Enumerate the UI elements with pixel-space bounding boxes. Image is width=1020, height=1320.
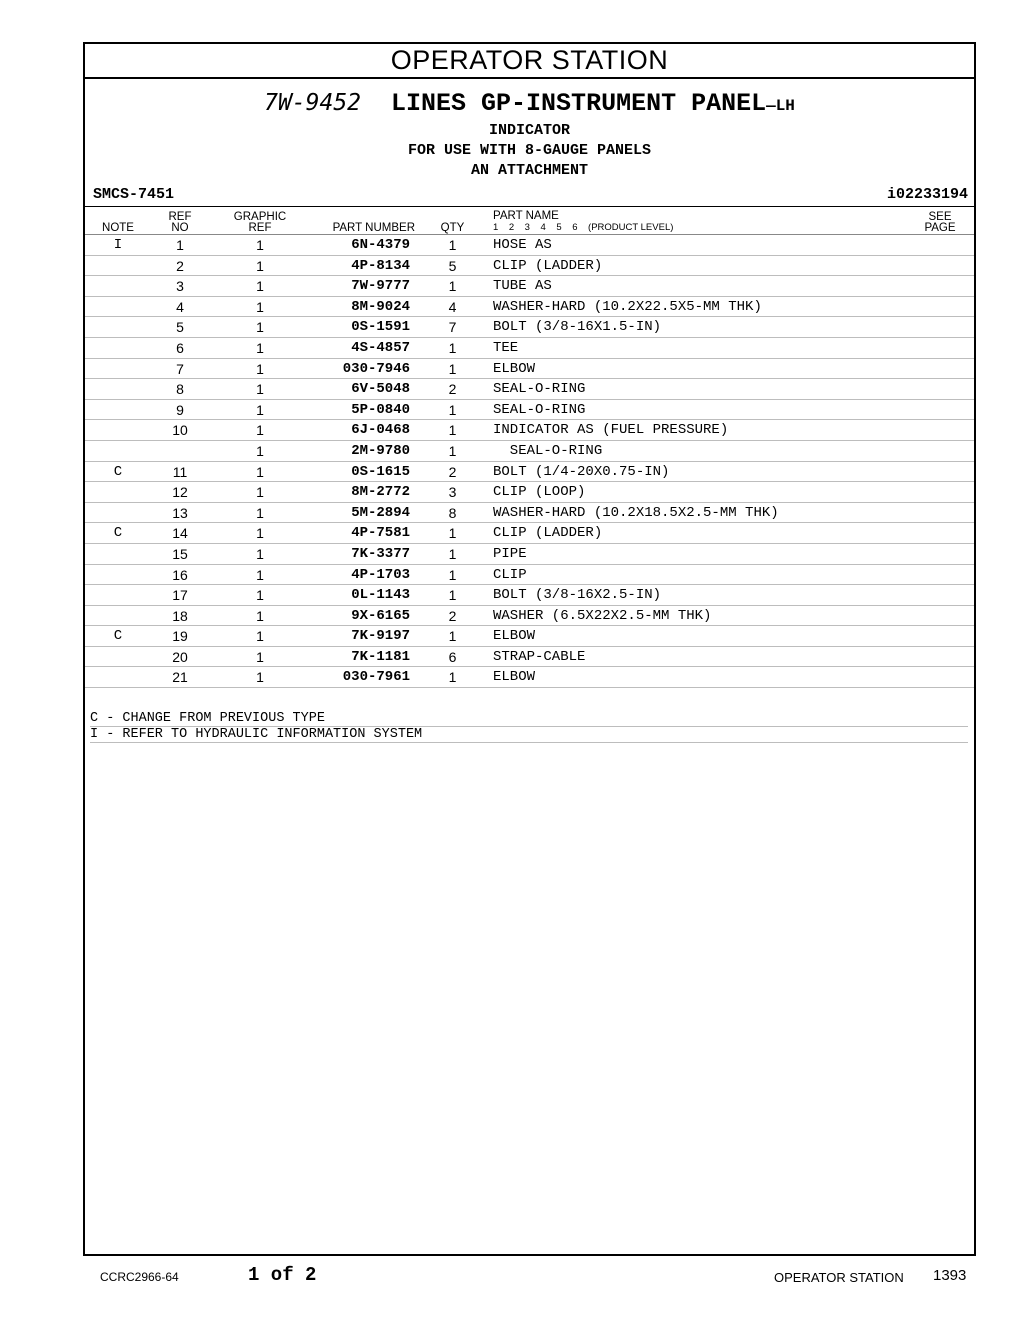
table-row [85, 565, 974, 586]
row-ref-no: 18 [172, 607, 188, 624]
row-part-number: 4P-1703 [351, 566, 410, 583]
row-qty: 1 [448, 360, 457, 377]
row-ref-no: 5 [176, 319, 184, 336]
row-qty: 1 [448, 401, 457, 418]
group-subtitle-1: INDICATOR [488, 122, 570, 139]
row-ref-no: 21 [172, 669, 188, 686]
group-subtitle-2: FOR USE WITH 8-GAUGE PANELS [407, 142, 652, 159]
col-see-page-line2: PAGE [924, 222, 956, 234]
col-qty: QTY [440, 222, 465, 234]
footer-page-of: 1 of 2 [248, 1264, 317, 1286]
row-part-name: ELBOW [493, 360, 536, 377]
group-title-line [85, 88, 974, 121]
row-part-number: 4S-4857 [351, 339, 410, 356]
table-row [85, 235, 974, 256]
col-part-name [493, 211, 673, 233]
row-ref-no: 20 [172, 648, 188, 665]
table-row [85, 359, 974, 380]
row-ref-no: 15 [172, 545, 188, 562]
table-row [85, 256, 974, 277]
row-part-name: TUBE AS [493, 278, 552, 295]
row-graphic-ref: 1 [256, 319, 264, 336]
row-qty: 8 [448, 504, 457, 521]
row-qty: 1 [448, 278, 457, 295]
row-part-name: TEE [493, 339, 519, 356]
row-ref-no: 10 [172, 422, 188, 439]
row-qty: 3 [448, 484, 457, 501]
row-note: I [113, 237, 123, 253]
row-part-number: 7K-9197 [351, 628, 410, 645]
row-graphic-ref: 1 [256, 339, 264, 356]
row-part-number: 6N-4379 [351, 237, 410, 253]
table-row [85, 400, 974, 421]
table-row [85, 420, 974, 441]
row-ref-no: 3 [176, 278, 184, 295]
row-ref-no: 11 [172, 463, 188, 480]
row-graphic-ref: 1 [256, 484, 264, 501]
row-ref-no: 16 [172, 566, 188, 583]
row-graphic-ref: 1 [256, 298, 264, 315]
row-part-number: 4P-7581 [351, 525, 410, 542]
row-part-name: HOSE AS [493, 237, 552, 253]
table-row [85, 482, 974, 503]
row-part-number: 6V-5048 [351, 381, 410, 398]
row-graphic-ref: 1 [256, 525, 264, 542]
col-note: NOTE [102, 222, 134, 234]
table-row [85, 544, 974, 565]
row-part-number: 7K-1181 [351, 648, 410, 665]
row-part-number: 6J-0468 [351, 422, 410, 439]
row-part-name: SEAL-O-RING [493, 442, 603, 459]
row-graphic-ref: 1 [256, 607, 264, 624]
row-graphic-ref: 1 [256, 669, 264, 686]
row-part-name: CLIP (LADDER) [493, 525, 603, 542]
table-row [85, 441, 974, 462]
row-part-name: ELBOW [493, 669, 536, 686]
row-part-number: 2M-9780 [351, 442, 410, 459]
page-frame [83, 42, 976, 1256]
col-see-page [915, 212, 965, 234]
row-ref-no: 9 [176, 401, 184, 418]
row-graphic-ref: 1 [256, 648, 264, 665]
row-ref-no: 1 [176, 237, 184, 253]
row-qty: 1 [448, 587, 457, 604]
row-part-number: 5M-2894 [351, 504, 410, 521]
table-row [85, 626, 974, 647]
row-note: C [113, 525, 123, 542]
row-qty: 7 [448, 319, 457, 336]
row-graphic-ref: 1 [256, 360, 264, 377]
table-row [85, 276, 974, 297]
row-part-name: INDICATOR AS (FUEL PRESSURE) [493, 422, 729, 439]
row-graphic-ref: 1 [256, 587, 264, 604]
section-title: OPERATOR STATION [85, 44, 974, 79]
row-part-name: CLIP (LADDER) [493, 257, 603, 274]
table-row [85, 667, 974, 688]
table-row [85, 317, 974, 338]
row-part-name: BOLT (1/4-20X0.75-IN) [493, 463, 670, 480]
row-part-number: 8M-9024 [351, 298, 410, 315]
row-qty: 1 [448, 442, 457, 459]
row-qty: 1 [448, 566, 457, 583]
row-part-name: CLIP (LOOP) [493, 484, 586, 501]
group-subtitle-3: AN ATTACHMENT [470, 162, 589, 179]
parts-table [85, 235, 974, 688]
table-row [85, 647, 974, 668]
row-part-name: WASHER (6.5X22X2.5-MM THK) [493, 607, 712, 624]
note-i: I - REFER TO HYDRAULIC INFORMATION SYSTEM [90, 727, 968, 743]
col-ref-no-line2: NO [171, 222, 189, 234]
col-see-page-line1: SEE [928, 211, 952, 223]
row-qty: 2 [448, 381, 457, 398]
row-ref-no: 13 [172, 504, 188, 521]
row-part-name: SEAL-O-RING [493, 381, 586, 398]
row-graphic-ref: 1 [256, 257, 264, 274]
notes-legend [90, 711, 968, 743]
group-name: LINES GP-INSTRUMENT PANEL [391, 89, 767, 118]
col-ref-no-line1: REF [168, 211, 192, 223]
row-graphic-ref: 1 [256, 401, 264, 418]
row-qty: 1 [448, 422, 457, 439]
row-part-number: 4P-8134 [351, 257, 410, 274]
row-part-number: 5P-0840 [351, 401, 410, 418]
row-note: C [113, 463, 123, 480]
row-qty: 2 [448, 463, 457, 480]
table-row [85, 503, 974, 524]
col-part-name-label: PART NAME [493, 210, 559, 222]
row-ref-no: 8 [176, 381, 184, 398]
row-part-number: 0L-1143 [351, 587, 410, 604]
row-graphic-ref: 1 [256, 237, 264, 253]
table-row [85, 379, 974, 400]
row-part-name: ELBOW [493, 628, 536, 645]
row-graphic-ref: 1 [256, 422, 264, 439]
row-qty: 5 [448, 257, 457, 274]
row-part-name: PIPE [493, 545, 527, 562]
row-ref-no: 6 [176, 339, 184, 356]
row-part-name: BOLT (3/8-16X2.5-IN) [493, 587, 662, 604]
row-part-number: 7K-3377 [351, 545, 410, 562]
group-suffix: —LH [766, 97, 795, 115]
table-row [85, 297, 974, 318]
row-part-number: 0S-1615 [351, 463, 410, 480]
row-ref-no: 7 [176, 360, 184, 377]
row-ref-no: 17 [172, 587, 188, 604]
note-c: C - CHANGE FROM PREVIOUS TYPE [90, 711, 968, 727]
col-ref-no [165, 212, 195, 234]
row-qty: 1 [448, 525, 457, 542]
table-row [85, 585, 974, 606]
col-graphic-ref-line2: REF [248, 222, 272, 234]
row-part-number: 0S-1591 [351, 319, 410, 336]
row-part-name: STRAP-CABLE [493, 648, 586, 665]
group-header [85, 88, 974, 181]
table-row [85, 338, 974, 359]
row-qty: 1 [448, 628, 457, 645]
row-graphic-ref: 1 [256, 504, 264, 521]
row-qty: 1 [448, 669, 457, 686]
row-part-name: WASHER-HARD (10.2X22.5X5-MM THK) [493, 298, 762, 315]
row-graphic-ref: 1 [256, 628, 264, 645]
row-qty: 2 [448, 607, 457, 624]
row-part-number: 8M-2772 [351, 484, 410, 501]
row-graphic-ref: 1 [256, 463, 264, 480]
illustration-id: i02233194 [886, 186, 968, 203]
row-part-number: 9X-6165 [351, 607, 410, 624]
row-ref-no: 19 [172, 628, 188, 645]
row-part-name: SEAL-O-RING [493, 401, 586, 418]
row-ref-no: 4 [176, 298, 184, 315]
row-ref-no: 14 [172, 525, 188, 542]
row-graphic-ref: 1 [256, 442, 264, 459]
row-part-number: 7W-9777 [351, 278, 410, 295]
table-row [85, 462, 974, 483]
col-graphic-ref-line1: GRAPHIC [233, 211, 287, 223]
col-part-number: PART NUMBER [332, 222, 415, 234]
row-part-name: CLIP [493, 566, 527, 583]
header-divider [85, 206, 974, 207]
footer-section: OPERATOR STATION [774, 1270, 904, 1285]
smcs-code: SMCS-7451 [93, 186, 175, 203]
footer-doc-id: CCRC2966-64 [100, 1270, 179, 1284]
row-graphic-ref: 1 [256, 545, 264, 562]
col-graphic-ref [230, 212, 290, 234]
page-footer [0, 1262, 1020, 1302]
row-ref-no: 2 [176, 257, 184, 274]
row-qty: 6 [448, 648, 457, 665]
table-row [85, 606, 974, 627]
col-product-level: 1 2 3 4 5 6 (PRODUCT LEVEL) [493, 222, 674, 233]
row-part-number: 030-7946 [342, 360, 410, 377]
row-note: C [113, 628, 123, 645]
row-graphic-ref: 1 [256, 381, 264, 398]
row-ref-no: 12 [172, 484, 188, 501]
row-part-name: WASHER-HARD (10.2X18.5X2.5-MM THK) [493, 504, 779, 521]
row-qty: 1 [448, 237, 457, 253]
row-part-name: BOLT (3/8-16X1.5-IN) [493, 319, 662, 336]
row-qty: 1 [448, 545, 457, 562]
row-graphic-ref: 1 [256, 278, 264, 295]
row-qty: 1 [448, 339, 457, 356]
group-part-number: 7W-9452 [264, 90, 362, 116]
table-row [85, 523, 974, 544]
footer-page-number: 1393 [933, 1267, 967, 1284]
row-part-number: 030-7961 [342, 669, 410, 686]
row-graphic-ref: 1 [256, 566, 264, 583]
row-qty: 4 [448, 298, 457, 315]
